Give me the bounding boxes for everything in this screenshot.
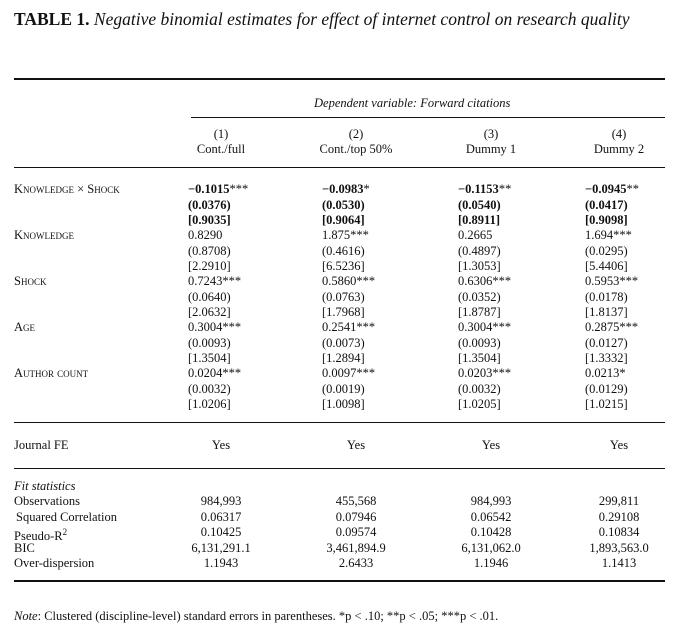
coefficient: 0.3004***	[458, 320, 512, 334]
variable-label: Shock	[14, 274, 47, 288]
incidence-rate-ratio: [1.0205]	[458, 397, 501, 411]
fit-statistic-value: 1.1946	[473, 556, 509, 570]
coefficient: 0.0204***	[188, 366, 242, 380]
dependent-variable-label: Dependent variable: Forward citations	[314, 96, 511, 110]
coefficient: −0.0983*	[322, 182, 370, 196]
col-1-label: Cont./full	[196, 142, 246, 156]
fit-statistic-label: Squared Correlation	[16, 509, 118, 524]
fit-statistic-value: 984,993	[200, 494, 242, 508]
standard-error: (0.0093)	[188, 335, 231, 350]
standard-error: (0.0178)	[585, 289, 628, 304]
fit-statistic-label: Over-dispersion	[14, 556, 95, 570]
coefficient: 1.875***	[322, 228, 369, 242]
standard-error: (0.0032)	[458, 381, 501, 396]
coefficient: 0.2875***	[585, 320, 639, 334]
coefficient: 0.0097***	[322, 366, 376, 380]
fe-rule	[14, 422, 665, 423]
table-title: Negative binomial estimates for effect of internet control on research quality	[93, 9, 630, 29]
standard-error: (0.0127)	[585, 335, 628, 350]
fit-statistic-label: Observations	[14, 494, 80, 508]
variable-label: Author count	[14, 366, 89, 380]
fit-statistic-value: 6,131,062.0	[461, 540, 521, 555]
fit-statistic-value: 1,893,563.0	[589, 540, 649, 555]
fit-statistic-value: 0.07946	[335, 509, 377, 524]
journal-fe-value: Yes	[609, 438, 629, 452]
standard-error: (0.0640)	[188, 289, 231, 304]
incidence-rate-ratio: [1.3053]	[458, 259, 501, 273]
fit-statistic-value: 0.06542	[470, 509, 512, 524]
fit-rule	[14, 468, 665, 469]
standard-error: (0.0376)	[188, 197, 231, 212]
standard-error: (0.0530)	[322, 197, 365, 212]
fit-statistic-value: 0.29108	[598, 509, 640, 524]
coefficient: 0.8290	[188, 228, 223, 242]
col-2-label: Cont./top 50%	[319, 142, 393, 156]
variable-label: Knowledge × Shock	[14, 182, 120, 196]
coefficient: 0.7243***	[188, 274, 242, 288]
top-rule	[14, 78, 665, 80]
coefficient: 0.5860***	[322, 274, 376, 288]
standard-error: (0.0093)	[458, 335, 501, 350]
incidence-rate-ratio: [2.2910]	[188, 259, 231, 273]
incidence-rate-ratio: [2.0632]	[188, 305, 231, 319]
fit-statistic-value: 1.1413	[601, 556, 637, 570]
incidence-rate-ratio: [0.9064]	[322, 213, 365, 227]
journal-fe-value: Yes	[481, 438, 501, 452]
fit-statistic-value: 984,993	[470, 494, 512, 508]
fit-statistics-heading: Fit statistics	[14, 479, 76, 493]
coefficient: −0.0945**	[585, 182, 639, 196]
incidence-rate-ratio: [0.9098]	[585, 213, 628, 227]
col-2-number: (2)	[348, 127, 364, 141]
incidence-rate-ratio: [1.0098]	[322, 397, 365, 411]
standard-error: (0.0019)	[322, 381, 365, 396]
coefficient: −0.1153**	[458, 182, 512, 196]
standard-error: (0.4897)	[458, 243, 501, 258]
coefficient: 0.2665	[458, 228, 493, 242]
col-4-number: (4)	[611, 127, 627, 141]
incidence-rate-ratio: [1.2894]	[322, 351, 365, 365]
incidence-rate-ratio: [1.8787]	[458, 305, 501, 319]
bottom-rule	[14, 580, 665, 582]
incidence-rate-ratio: [0.9035]	[188, 213, 231, 227]
note-text: : Clustered (discipline-level) standard errors in parentheses. *p < .10; **p < .05; ***p < .01.	[37, 609, 499, 623]
coefficient: 0.0203***	[458, 366, 512, 380]
incidence-rate-ratio: [5.4406]	[585, 259, 628, 273]
standard-error: (0.0129)	[585, 381, 628, 396]
standard-error: (0.0352)	[458, 289, 501, 304]
fit-statistic-value: 6,131,291.1	[191, 540, 251, 555]
standard-error: (0.0417)	[585, 197, 628, 212]
incidence-rate-ratio: [1.0206]	[188, 397, 231, 411]
journal-fe-value: Yes	[211, 438, 231, 452]
fit-statistic-value: 455,568	[335, 494, 377, 508]
header-underline	[191, 117, 665, 118]
incidence-rate-ratio: [1.8137]	[585, 305, 628, 319]
incidence-rate-ratio: [1.3504]	[188, 351, 231, 365]
standard-error: (0.0540)	[458, 197, 501, 212]
col-3-number: (3)	[483, 127, 499, 141]
fit-statistic-value: 0.10428	[470, 525, 512, 539]
table-caption	[14, 8, 665, 31]
table-page	[14, 8, 665, 623]
journal-fe-value: Yes	[346, 438, 366, 452]
fit-statistic-value: 0.09574	[335, 525, 377, 539]
standard-error: (0.0032)	[188, 381, 231, 396]
table-label: TABLE 1.	[14, 9, 90, 29]
incidence-rate-ratio: [1.3332]	[585, 351, 628, 365]
incidence-rate-ratio: [6.5236]	[322, 259, 365, 273]
col-1-number: (1)	[213, 127, 229, 141]
note-lead: Note	[14, 609, 38, 623]
variable-label: Knowledge	[14, 228, 75, 242]
coefficient: 0.2541***	[322, 320, 376, 334]
fit-statistic-label: Pseudo-$R^2$	[14, 527, 68, 544]
fit-statistic-value: 0.06317	[200, 509, 242, 524]
col-3-label: Dummy 1	[465, 142, 517, 156]
table-note	[14, 609, 498, 624]
standard-error: (0.0295)	[585, 243, 628, 258]
standard-error: (0.0763)	[322, 289, 365, 304]
incidence-rate-ratio: [0.8911]	[458, 213, 501, 227]
fit-statistic-value: 3,461,894.9	[326, 540, 386, 555]
col-4-label: Dummy 2	[593, 142, 645, 156]
incidence-rate-ratio: [1.7968]	[322, 305, 365, 319]
coefficient: 0.0213*	[585, 366, 626, 380]
header-rule	[14, 167, 665, 168]
fit-statistic-label: BIC	[14, 540, 35, 555]
coefficient: 0.6306***	[458, 274, 512, 288]
coefficient: 0.3004***	[188, 320, 242, 334]
standard-error: (0.0073)	[322, 335, 365, 350]
fit-statistic-value: 299,811	[598, 494, 640, 508]
fit-statistic-value: 0.10834	[598, 525, 640, 539]
standard-error: (0.8708)	[188, 243, 231, 258]
incidence-rate-ratio: [1.0215]	[585, 397, 628, 411]
incidence-rate-ratio: [1.3504]	[458, 351, 501, 365]
coefficient: −0.1015***	[188, 182, 249, 196]
fit-statistic-value: 1.1943	[203, 556, 239, 570]
fit-statistic-value: 2.6433	[338, 556, 374, 570]
variable-label: Age	[14, 320, 36, 334]
standard-error: (0.4616)	[322, 243, 365, 258]
journal-fe-label: Journal FE	[14, 438, 69, 452]
coefficient: 1.694***	[585, 228, 632, 242]
fit-statistic-value: 0.10425	[200, 525, 242, 539]
coefficient: 0.5953***	[585, 274, 639, 288]
